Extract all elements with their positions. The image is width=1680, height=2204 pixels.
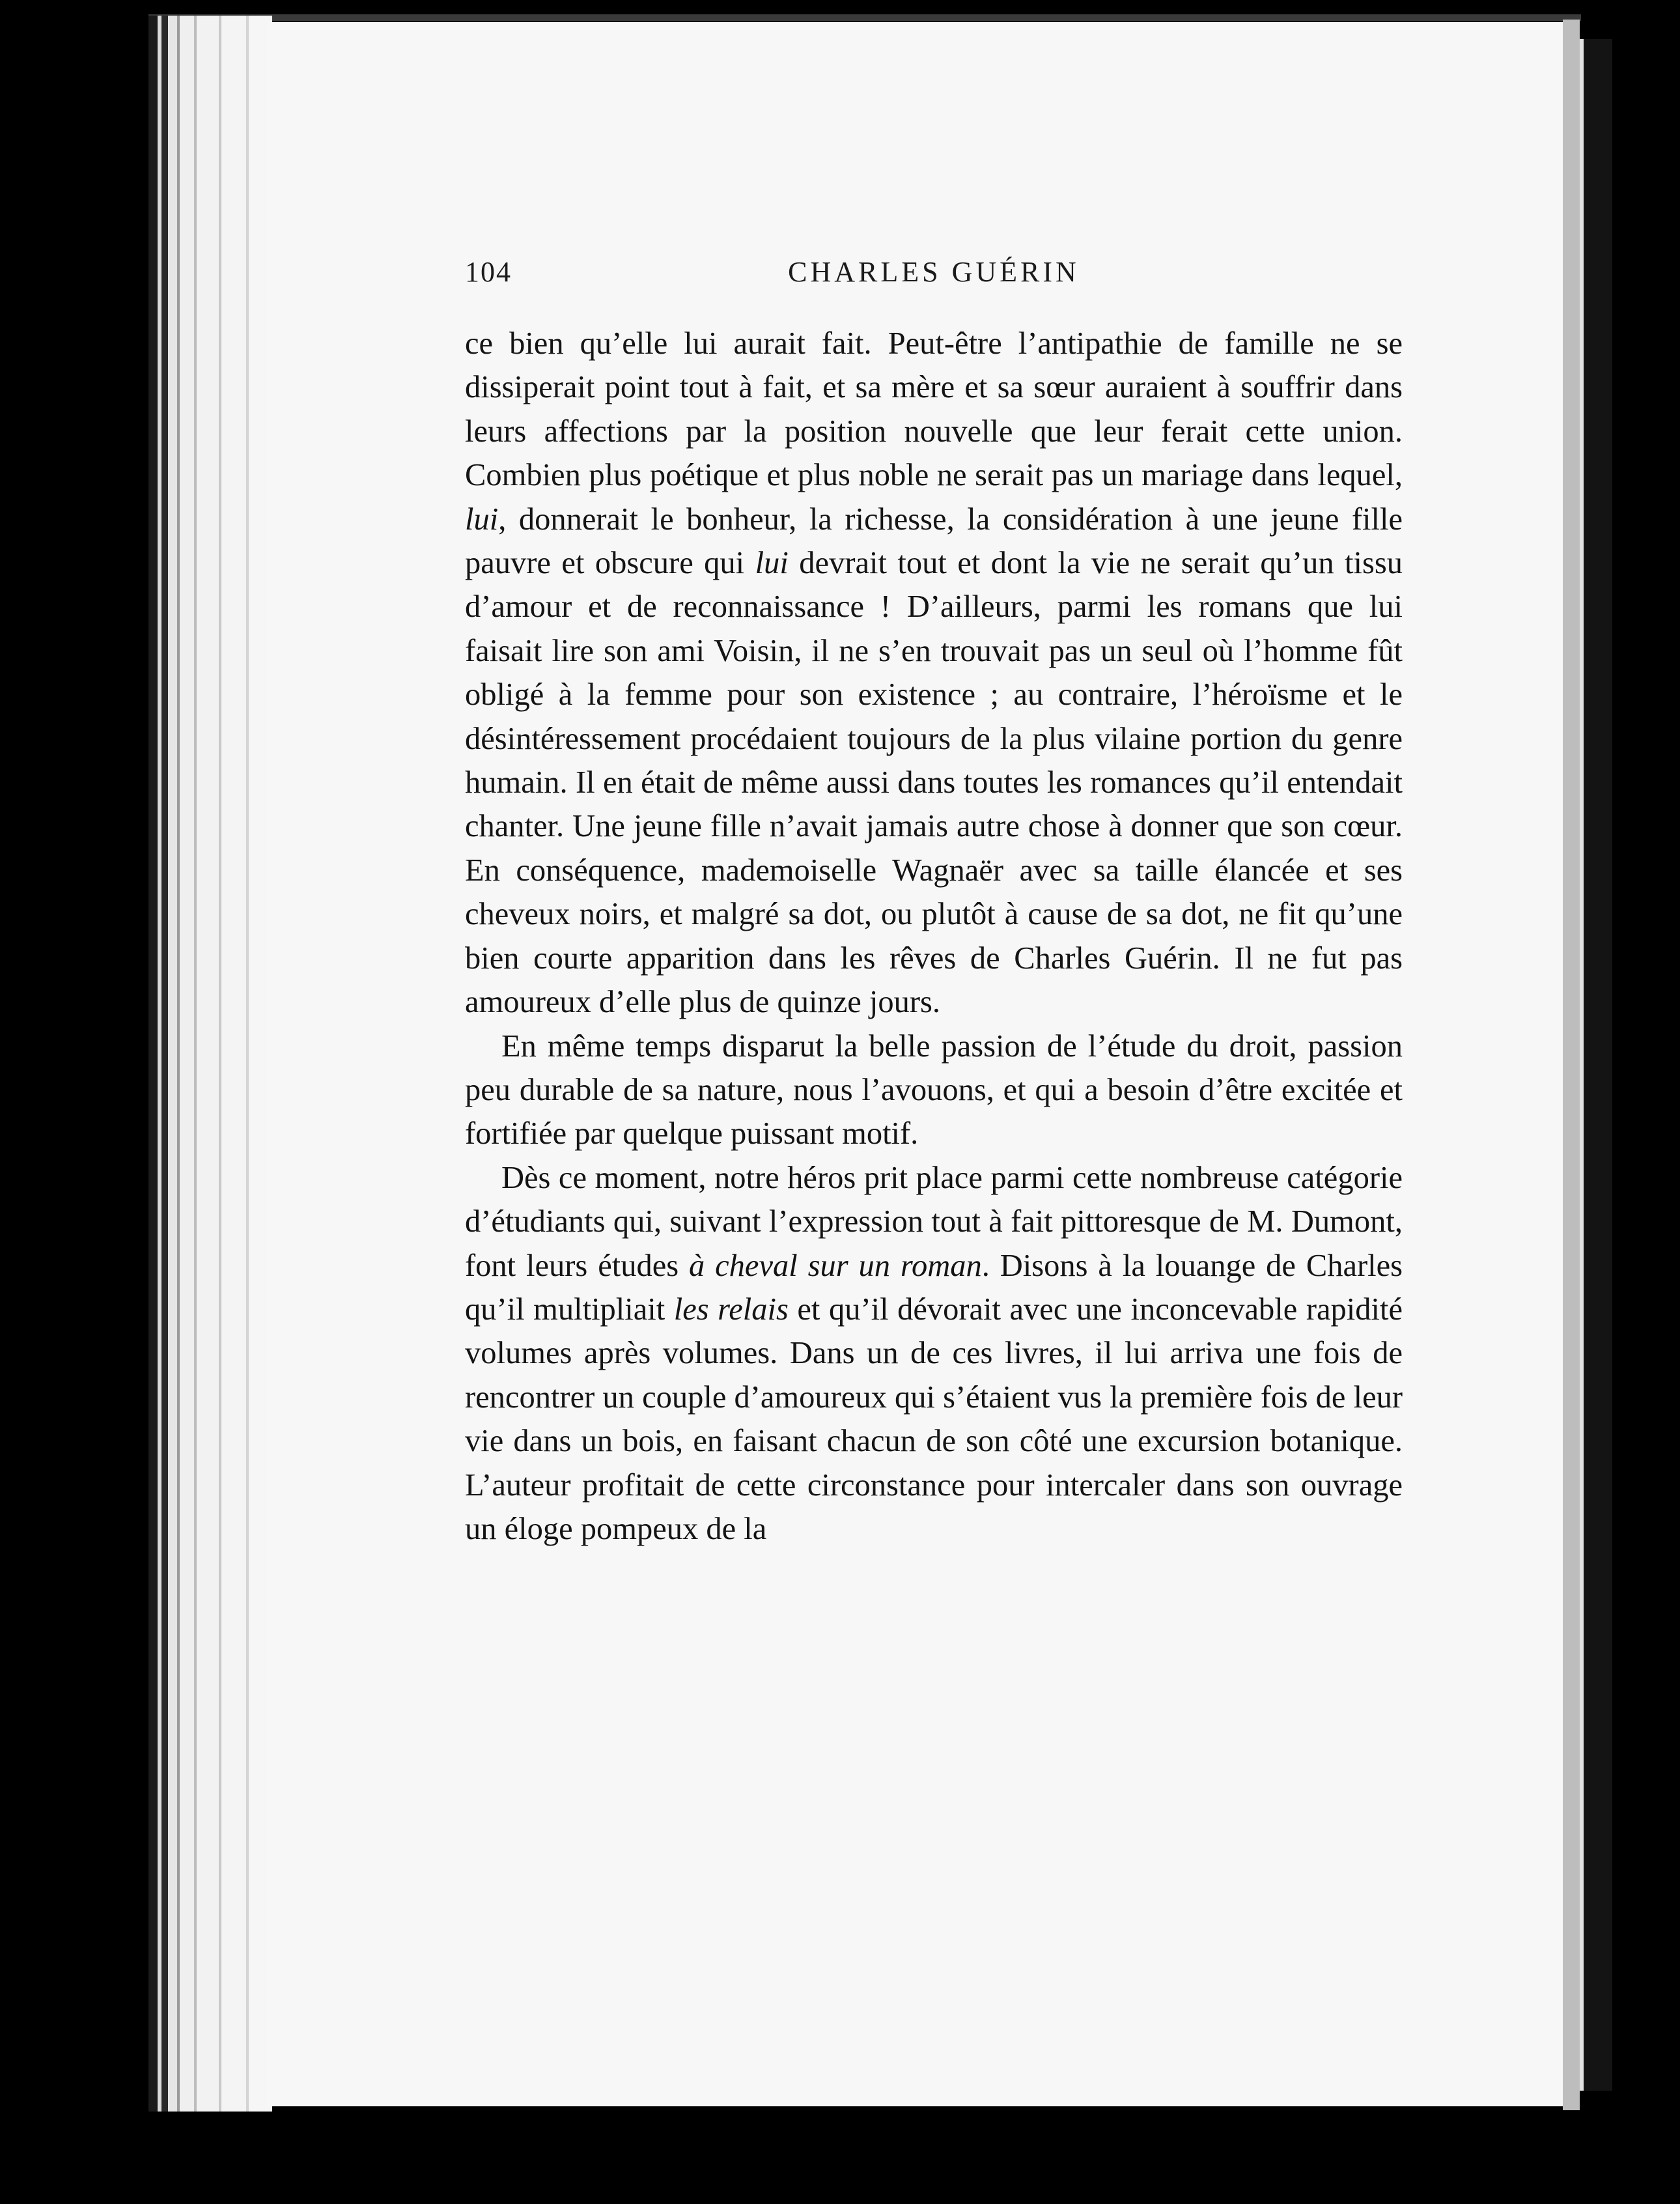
book-page-edges (148, 16, 272, 2112)
text-span: . Disons à la louange de Charles qu’il multipliait (465, 1248, 1403, 1327)
text-span: Dès ce moment, notre héros prit place parmi cette nombreuse catégorie d’étudiants qui, suivant l’expression tout à fait pittoresque de M. Dumont, font leurs études (465, 1160, 1403, 1283)
running-head (465, 255, 1403, 301)
text-span: En même temps disparut la belle passion de l’étude du droit, passion peu durable de sa nature, nous l’avouons, et qui a besoin d’être excitée et fortifiée par quelque puissant motif. (465, 1028, 1403, 1151)
text-span: et qu’il dévorait avec une inconcevable rapidité volumes après volumes. Dans un de ces livres, il lui arriva une fois de rencontrer un couple d’amoureux qui s’étaient vus la première fois de leur vie dans un bois, en faisant chacun de son côté une excursion botanique. L’auteur profitait de cette circonstance pour intercaler dans son ouvrage un éloge pompeux de la (465, 1292, 1403, 1546)
running-title: CHARLES GUÉRIN (788, 256, 1080, 288)
paragraph (465, 1024, 1403, 1156)
paragraph (465, 322, 1403, 1024)
italic-text: à cheval sur un roman (689, 1248, 982, 1283)
opposite-page-edge (1580, 39, 1612, 2091)
italic-text: les relais (673, 1292, 789, 1327)
text-span: devrait tout et dont la vie ne serait qu’un tissu d’amour et de reconnaissance ! D’ailleurs, parmi les romans que lui faisait lire son ami Voisin, il ne s’en trouvait pas un seul où l’homme fût obligé à la femme pour son existence ; au contraire, l’héroïsme et le désintéressement procédaient toujours de la plus vilaine portion du genre humain. Il en était de même aussi dans toutes les romances qu’il entendait chanter. Une jeune fille n’avait jamais autre chose à donner que son cœur. En conséquence, mademoiselle Wagnaër avec sa taille élancée et ses cheveux noirs, et malgré sa dot, ou plutôt à cause de sa dot, ne fit qu’une bien courte apparition dans les rêves de Charles Guérin. Il ne fut pas amoureux d’elle plus de quinze jours. (465, 546, 1403, 1020)
scan-top-edge (148, 14, 1581, 21)
paragraph (465, 1156, 1403, 1551)
italic-text: lui (755, 546, 789, 581)
text-span: ce bien qu’elle lui aurait fait. Peut-être l’antipathie de famille ne se dissiperait point tout à fait, et sa mère et sa sœur auraient à souffrir dans leurs affections par la position nouvelle que leur ferait cette union. Combien plus poétique et plus noble ne serait pas un mariage dans lequel, (465, 326, 1403, 493)
page-number: 104 (465, 256, 512, 288)
body-text (465, 322, 1403, 1551)
italic-text: lui (465, 502, 499, 537)
text-span: , donnerait le bonheur, la richesse, la considération à une jeune fille pauvre et obscure qui (465, 502, 1403, 581)
book-gutter (1563, 20, 1580, 2110)
